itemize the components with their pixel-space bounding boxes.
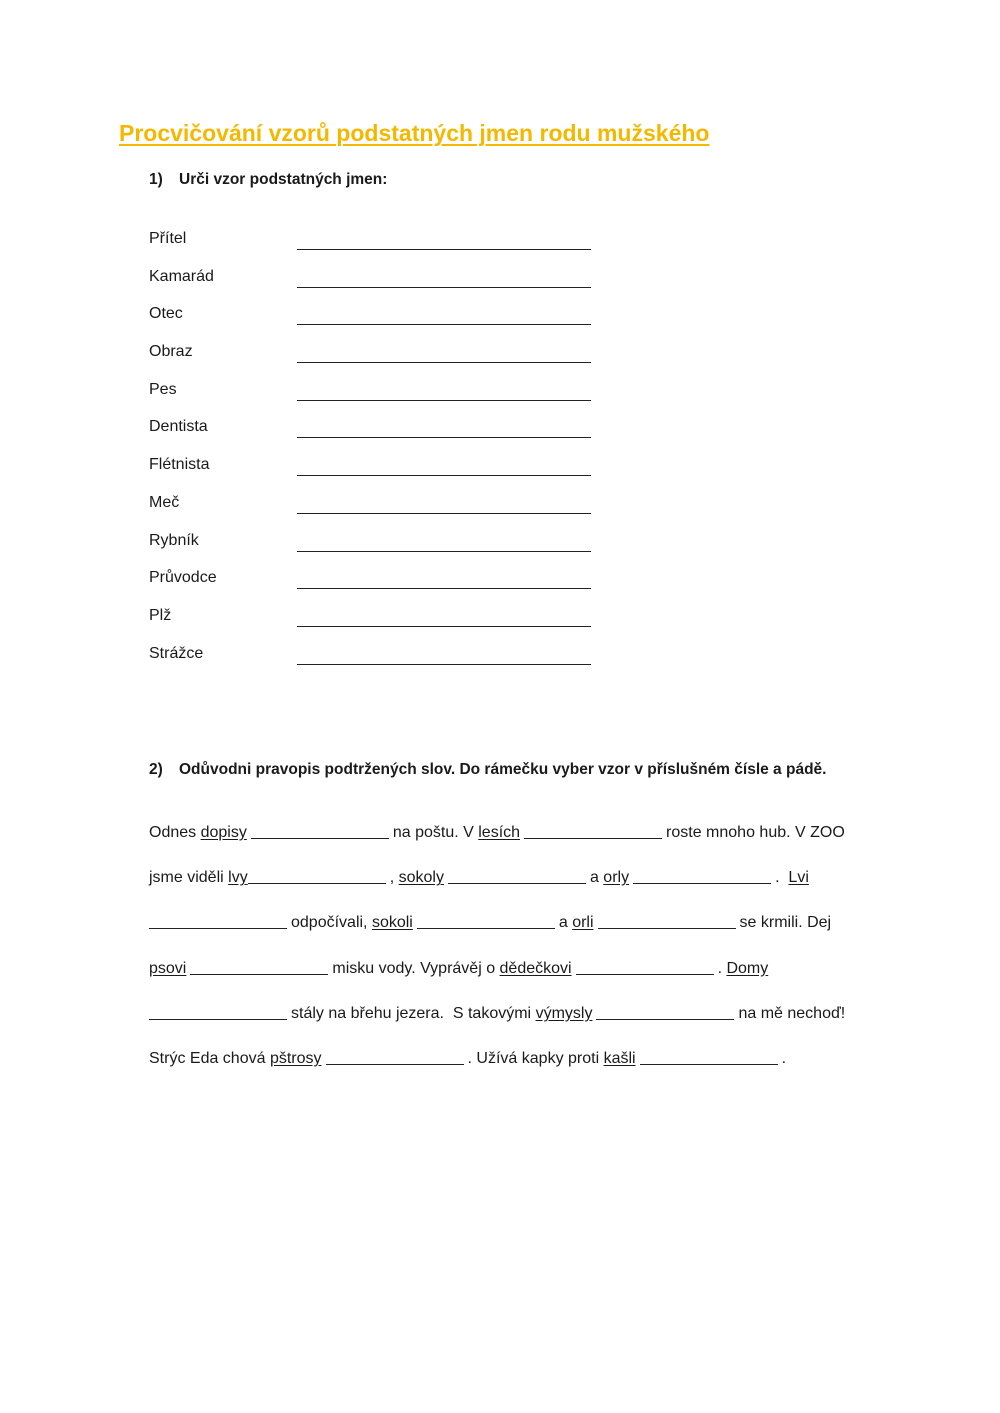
underlined-word: orly — [603, 869, 630, 887]
answer-blank[interactable] — [297, 287, 591, 288]
sentence-text: misku vody. Vyprávěj o — [332, 959, 500, 977]
noun-row — [149, 569, 609, 607]
noun-label: Flétnista — [149, 456, 210, 474]
sentence-text: roste mnoho hub. V ZOO — [666, 824, 845, 841]
exercise-paragraph — [149, 820, 879, 1091]
sentence-text: na mě nechoď! — [738, 1004, 846, 1022]
answer-blank[interactable] — [297, 324, 591, 325]
noun-row — [149, 230, 609, 268]
section-1-number: 1) — [149, 171, 163, 188]
answer-blank[interactable] — [297, 400, 591, 401]
sentence-text: na poštu. V — [392, 824, 479, 841]
answer-blank[interactable] — [297, 588, 591, 589]
noun-row — [149, 343, 609, 381]
paragraph-line — [149, 1046, 879, 1091]
paragraph-line — [149, 1001, 879, 1046]
paragraph-line — [149, 956, 879, 1001]
noun-label: Otec — [149, 305, 183, 323]
fill-in-blank[interactable] — [190, 958, 328, 975]
sentence-text: . — [781, 1049, 787, 1067]
fill-in-blank[interactable] — [633, 867, 771, 884]
fill-in-blank[interactable] — [524, 822, 662, 839]
sentence-text: jsme viděli — [149, 869, 229, 887]
sentence-text: . Užívá kapky proti — [467, 1049, 604, 1067]
fill-in-blank[interactable] — [448, 867, 586, 884]
fill-in-blank[interactable] — [596, 1003, 734, 1020]
paragraph-line — [149, 820, 879, 865]
fill-in-blank[interactable] — [598, 912, 736, 929]
underlined-word: sokoli — [371, 914, 413, 932]
noun-row — [149, 268, 609, 306]
fill-in-blank[interactable] — [326, 1048, 464, 1065]
underlined-word: dědečkovi — [499, 959, 572, 977]
answer-blank[interactable] — [297, 513, 591, 514]
section-2-number: 2) — [149, 761, 163, 778]
fill-in-blank[interactable] — [251, 822, 389, 839]
underlined-word: lvy — [228, 869, 248, 887]
noun-label: Plž — [149, 606, 172, 624]
noun-row — [149, 381, 609, 419]
noun-label: Dentista — [149, 418, 208, 436]
sentence-text: , — [389, 869, 399, 887]
noun-label: Meč — [149, 493, 180, 511]
section-2-heading — [149, 761, 826, 779]
sentence-text: a — [558, 914, 573, 932]
sentence-text: odpočívali, — [291, 914, 372, 932]
noun-row — [149, 607, 609, 645]
section-1-instruction: Urči vzor podstatných jmen: — [179, 171, 388, 188]
underlined-word: výmysly — [535, 1004, 593, 1022]
fill-in-blank[interactable] — [149, 912, 287, 929]
worksheet-title: Procvičování vzorů podstatných jmen rodu mužského — [119, 120, 710, 146]
answer-blank[interactable] — [297, 664, 591, 665]
noun-label: Kamarád — [149, 267, 214, 285]
noun-label: Strážce — [149, 644, 204, 662]
answer-blank[interactable] — [297, 362, 591, 363]
sentence-text: stály na břehu jezera. S takovými — [291, 1004, 536, 1022]
paragraph-line — [149, 865, 879, 910]
section-1-heading — [149, 171, 387, 189]
answer-blank[interactable] — [297, 475, 591, 476]
underlined-word: pštrosy — [269, 1049, 322, 1067]
answer-blank[interactable] — [297, 437, 591, 438]
underlined-word: psovi — [149, 959, 187, 977]
fill-in-blank[interactable] — [576, 958, 714, 975]
fill-in-blank[interactable] — [149, 1003, 287, 1020]
underlined-word: lesích — [478, 824, 521, 841]
noun-row — [149, 494, 609, 532]
noun-row — [149, 305, 609, 343]
sentence-text: . — [775, 869, 789, 887]
fill-in-blank[interactable] — [417, 912, 555, 929]
underlined-word: dopisy — [200, 824, 247, 841]
noun-label: Pes — [149, 380, 177, 398]
section-2-instruction: Odůvodni pravopis podtržených slov. Do rámečku vyber vzor v příslušném čísle a pádě. — [179, 761, 827, 778]
sentence-text: Strýc Eda chová — [149, 1049, 270, 1067]
noun-list — [149, 230, 609, 682]
fill-in-blank[interactable] — [640, 1048, 778, 1065]
noun-label: Průvodce — [149, 569, 217, 587]
noun-row — [149, 532, 609, 570]
answer-blank[interactable] — [297, 249, 591, 250]
paragraph-line — [149, 910, 879, 955]
underlined-word: kašli — [603, 1049, 636, 1067]
sentence-text: . — [717, 959, 727, 977]
fill-in-blank[interactable] — [248, 867, 386, 884]
underlined-word: Lvi — [788, 869, 809, 887]
answer-blank[interactable] — [297, 551, 591, 552]
underlined-word: Domy — [726, 959, 769, 977]
sentence-text: Odnes — [149, 824, 201, 841]
noun-label: Obraz — [149, 343, 193, 361]
sentence-text: se krmili. Dej — [739, 914, 832, 932]
sentence-text: a — [589, 869, 604, 887]
noun-row — [149, 456, 609, 494]
noun-row — [149, 418, 609, 456]
noun-row — [149, 645, 609, 683]
answer-blank[interactable] — [297, 626, 591, 627]
noun-label: Rybník — [149, 531, 199, 549]
underlined-word: orli — [572, 914, 594, 932]
noun-label: Přítel — [149, 230, 187, 247]
underlined-word: sokoly — [398, 869, 444, 887]
